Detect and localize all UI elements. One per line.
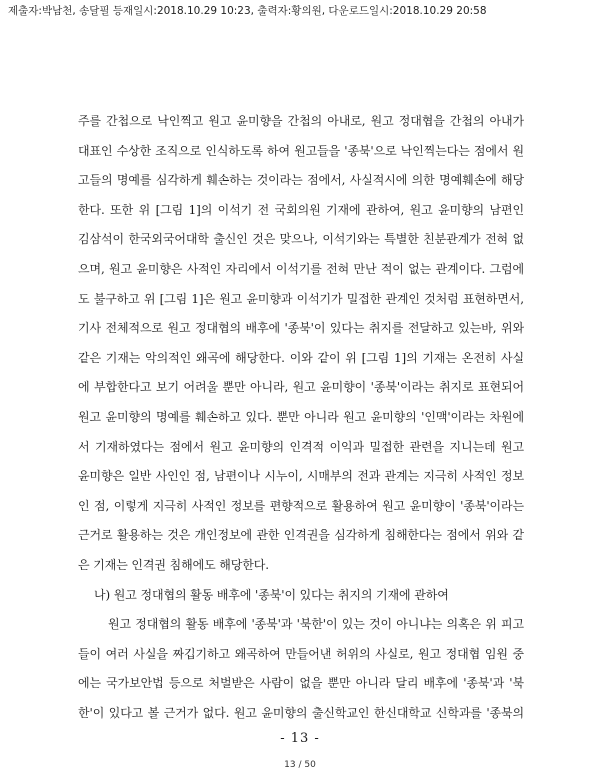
body-line: 인 점, 이렇게 지극히 사적인 정보를 편향적으로 활용하여 원고 윤미향이 '종북'이라는 — [78, 498, 524, 513]
body-line: 근거로 활용하는 것은 개인정보에 관한 인격권을 심각하게 침해한다는 점에서 위와 같 — [78, 528, 524, 543]
body-line: 대표인 수상한 조직으로 인식하도록 하여 원고들을 '종북'으로 낙인찍는다는 점에서 원 — [78, 143, 524, 158]
page-count: 13 / 50 — [284, 760, 316, 770]
body-line: 주를 간첩으로 낙인찍고 원고 윤미향을 간첩의 아내로, 원고 정대협을 간첩의 아내가 — [78, 114, 524, 128]
body-line: 기사 전체적으로 원고 정대협의 배후에 '종북'이 있다는 취지를 전달하고 있는바, 위와 — [78, 321, 524, 336]
body-line: 고들의 명예를 심각하게 훼손하는 것이라는 점에서, 사실적시에 의한 명예훼손에 해당 — [78, 173, 524, 188]
document-body — [78, 107, 524, 728]
body-line: 서 기재하였다는 점에서 원고 윤미향의 인격적 이익과 밀접한 관련을 지니는데 원고 — [78, 439, 524, 454]
body-line: 김삼석이 한국외국어대학 출신인 것은 맞으나, 이석기와는 특별한 친분관계가 전혀 없 — [78, 232, 524, 247]
section-heading: 나) 원고 정대협의 활동 배후에 '종북'이 있다는 취지의 기재에 관하여 — [94, 587, 449, 602]
body-line: 원고 윤미향의 명예를 훼손하고 있다. 뿐만 아니라 원고 윤미향의 '인맥'이라는 차원에 — [78, 409, 524, 424]
body-line: 도 불구하고 위 [그림 1]은 원고 윤미향과 이석기가 밀접한 관계인 것처럼 표현하면서, — [78, 291, 524, 306]
page-number: - 13 - — [280, 731, 320, 746]
body-line: 은 기재는 인격권 침해에도 해당한다. — [78, 557, 269, 572]
body-line: 들이 여러 사실을 짜깁기하고 왜곡하여 만들어낸 허위의 사실로, 원고 정대협 임원 중 — [78, 646, 524, 661]
body-line: 에는 국가보안법 등으로 처벌받은 사람이 없을 뿐만 아니라 달리 배후에 '종북'과 '북 — [78, 676, 524, 691]
body-line: 윤미향은 일반 사인인 점, 남편이나 시누이, 시매부의 전과 관계는 지극히 사적인 정보 — [78, 469, 524, 484]
document-header-stamp: 제출자:박남천, 송달필 등재일시:2018.10.29 10:23, 출력자:황의원, 다운로드일시:2018.10.29 20:58 — [8, 5, 487, 17]
body-line: 에 부합한다고 보기 어려울 뿐만 아니라, 원고 윤미향이 '종북'이라는 취지로 표현되어 — [78, 380, 524, 395]
body-line: 한다. 또한 위 [그림 1]의 이석기 전 국회의원 기재에 관하여, 원고 윤미향의 남편인 — [78, 202, 524, 217]
body-line: 한'이 있다고 볼 근거가 없다. 원고 윤미향의 출신학교인 한신대학교 신학과를 '종북의 — [78, 705, 524, 720]
body-line: 같은 기재는 악의적인 왜곡에 해당한다. 이와 같이 위 [그림 1]의 기재는 온전히 사실 — [78, 350, 524, 365]
body-line: 원고 정대협의 활동 배후에 '종북'과 '북한'이 있는 것이 아니냐는 의혹은 위 피고 — [108, 617, 524, 632]
body-line: 으며, 원고 윤미향은 사적인 자리에서 이석기를 전혀 만난 적이 없는 관계이다. 그럼에 — [78, 261, 524, 276]
